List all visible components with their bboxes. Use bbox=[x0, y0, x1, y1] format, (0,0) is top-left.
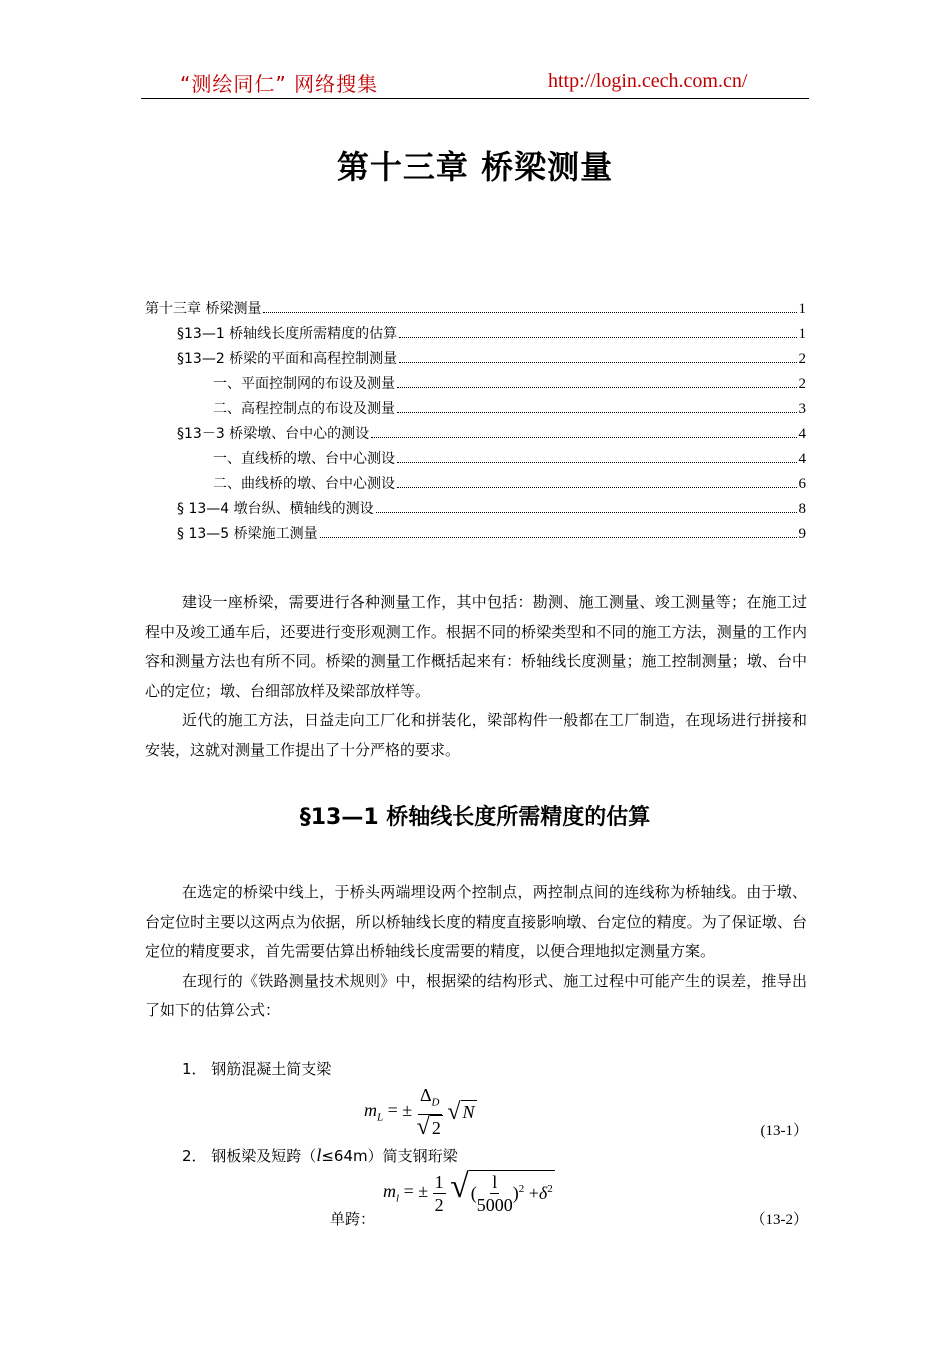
toc-item-page: 2 bbox=[798, 351, 806, 367]
toc-item-page: 1 bbox=[798, 301, 806, 317]
toc-leader bbox=[397, 462, 797, 463]
toc-leader bbox=[399, 337, 796, 338]
intro-paragraph-1: 建设一座桥梁，需要进行各种测量工作，其中包括：勘测、施工测量、竣工测量等；在施工过程中及竣工通车后，还要进行变形观测工作。根据不同的桥梁类型和不同的施工方法，测量的工作内容和测量方法也有所不同。桥梁的测量工作概括起来有：桥轴线长度测量；施工控制测量；墩、台中心的定位；墩、台细部放样及梁部放样等。 bbox=[145, 593, 807, 700]
toc-item[interactable] bbox=[145, 498, 806, 523]
list-item-2 bbox=[182, 1145, 458, 1166]
table-of-contents bbox=[145, 298, 806, 548]
toc-item[interactable] bbox=[145, 373, 806, 398]
toc-item[interactable] bbox=[145, 473, 806, 498]
header-url[interactable]: http://login.cech.com.cn/ bbox=[548, 70, 748, 92]
equation-number-13-1: (13-1） bbox=[760, 1123, 808, 1139]
toc-item[interactable] bbox=[145, 323, 806, 348]
toc-item-label: § 13—5 桥梁施工测量 bbox=[177, 526, 318, 542]
toc-item-label: 二、高程控制点的布设及测量 bbox=[213, 401, 395, 417]
list-item-1: 1． 钢筋混凝土简支梁 bbox=[182, 1060, 332, 1078]
section-text bbox=[145, 878, 807, 1026]
list-item-2-prefix: 2． 钢板梁及短跨（ bbox=[182, 1147, 317, 1165]
formula-13-1: $m_L$ = ± $\Delta_D$ √ 2 √ N bbox=[364, 1085, 475, 1141]
toc-item-page: 2 bbox=[798, 376, 806, 392]
section-paragraph-2: 在现行的《铁路测量技术规则》中，根据梁的结构形式、施工过程中可能产生的误差，推导出了如下的估算公式： bbox=[145, 971, 807, 1019]
toc-leader bbox=[397, 412, 797, 413]
toc-item[interactable] bbox=[145, 523, 806, 548]
toc-item-label: 一、直线桥的墩、台中心测设 bbox=[213, 451, 395, 467]
toc-leader bbox=[263, 312, 796, 313]
toc-item-label: §13—1 桥轴线长度所需精度的估算 bbox=[177, 326, 398, 342]
toc-leader bbox=[320, 537, 797, 538]
toc-item-label: 第十三章 桥梁测量 bbox=[145, 301, 262, 317]
intro-paragraph-2: 近代的施工方法，日益走向工厂化和拼装化，梁部构件一般都在工厂制造，在现场进行拼接和安装，这就对测量工作提出了十分严格的要求。 bbox=[145, 711, 807, 759]
list-item-2-var: l bbox=[316, 1145, 322, 1165]
toc-item-label: 一、平面控制网的布设及测量 bbox=[213, 376, 395, 392]
toc-item-page: 8 bbox=[798, 501, 806, 517]
toc-item[interactable] bbox=[145, 348, 806, 373]
toc-item-page: 4 bbox=[798, 451, 806, 467]
toc-leader bbox=[397, 387, 797, 388]
toc-item[interactable] bbox=[145, 423, 806, 448]
header-source-label: “测绘同仁” 网络搜集 bbox=[180, 72, 379, 96]
chapter-title: 第十三章 桥梁测量 bbox=[336, 148, 614, 186]
toc-item-page: 6 bbox=[798, 476, 806, 492]
toc-item-page: 4 bbox=[798, 426, 806, 442]
toc-item-page: 9 bbox=[798, 526, 806, 542]
toc-leader bbox=[397, 487, 797, 488]
section-paragraph-1: 在选定的桥梁中线上，于桥头两端埋设两个控制点，两控制点间的连线称为桥轴线。由于墩、台定位时主要以这两点为依据，所以桥轴线长度的精度直接影响墩、台定位的精度。为了保证墩、台定位的精度要求，首先需要估算出桥轴线长度需要的精度，以便合理地拟定测量方案。 bbox=[145, 883, 807, 960]
toc-item[interactable] bbox=[145, 398, 806, 423]
formula-13-2: $m_l$ = ± $\frac{1}{2}$ √ ( $\frac{l}{5000}$ )$^2$ + $\delta^2$ bbox=[383, 1168, 553, 1215]
header-divider bbox=[141, 98, 809, 99]
toc-item-label: 二、曲线桥的墩、台中心测设 bbox=[213, 476, 395, 492]
toc-item[interactable] bbox=[145, 448, 806, 473]
toc-item-label: §13－3 桥梁墩、台中心的测设 bbox=[177, 426, 370, 442]
formula-13-2-label: 单跨： bbox=[330, 1210, 376, 1228]
toc-item[interactable] bbox=[145, 298, 806, 323]
equation-number-13-2: （13-2） bbox=[750, 1212, 808, 1228]
list-item-2-suffix: ≤64m）简支钢珩梁 bbox=[321, 1147, 458, 1165]
toc-item-page: 1 bbox=[798, 326, 806, 342]
intro-text bbox=[145, 588, 807, 765]
toc-item-page: 3 bbox=[798, 401, 806, 417]
toc-leader bbox=[371, 437, 796, 438]
toc-leader bbox=[376, 512, 797, 513]
toc-item-label: §13—2 桥梁的平面和高程控制测量 bbox=[177, 351, 398, 367]
toc-item-label: § 13—4 墩台纵、横轴线的测设 bbox=[177, 501, 374, 517]
section-title: §13—1 桥轴线长度所需精度的估算 bbox=[299, 805, 651, 830]
toc-leader bbox=[399, 362, 796, 363]
